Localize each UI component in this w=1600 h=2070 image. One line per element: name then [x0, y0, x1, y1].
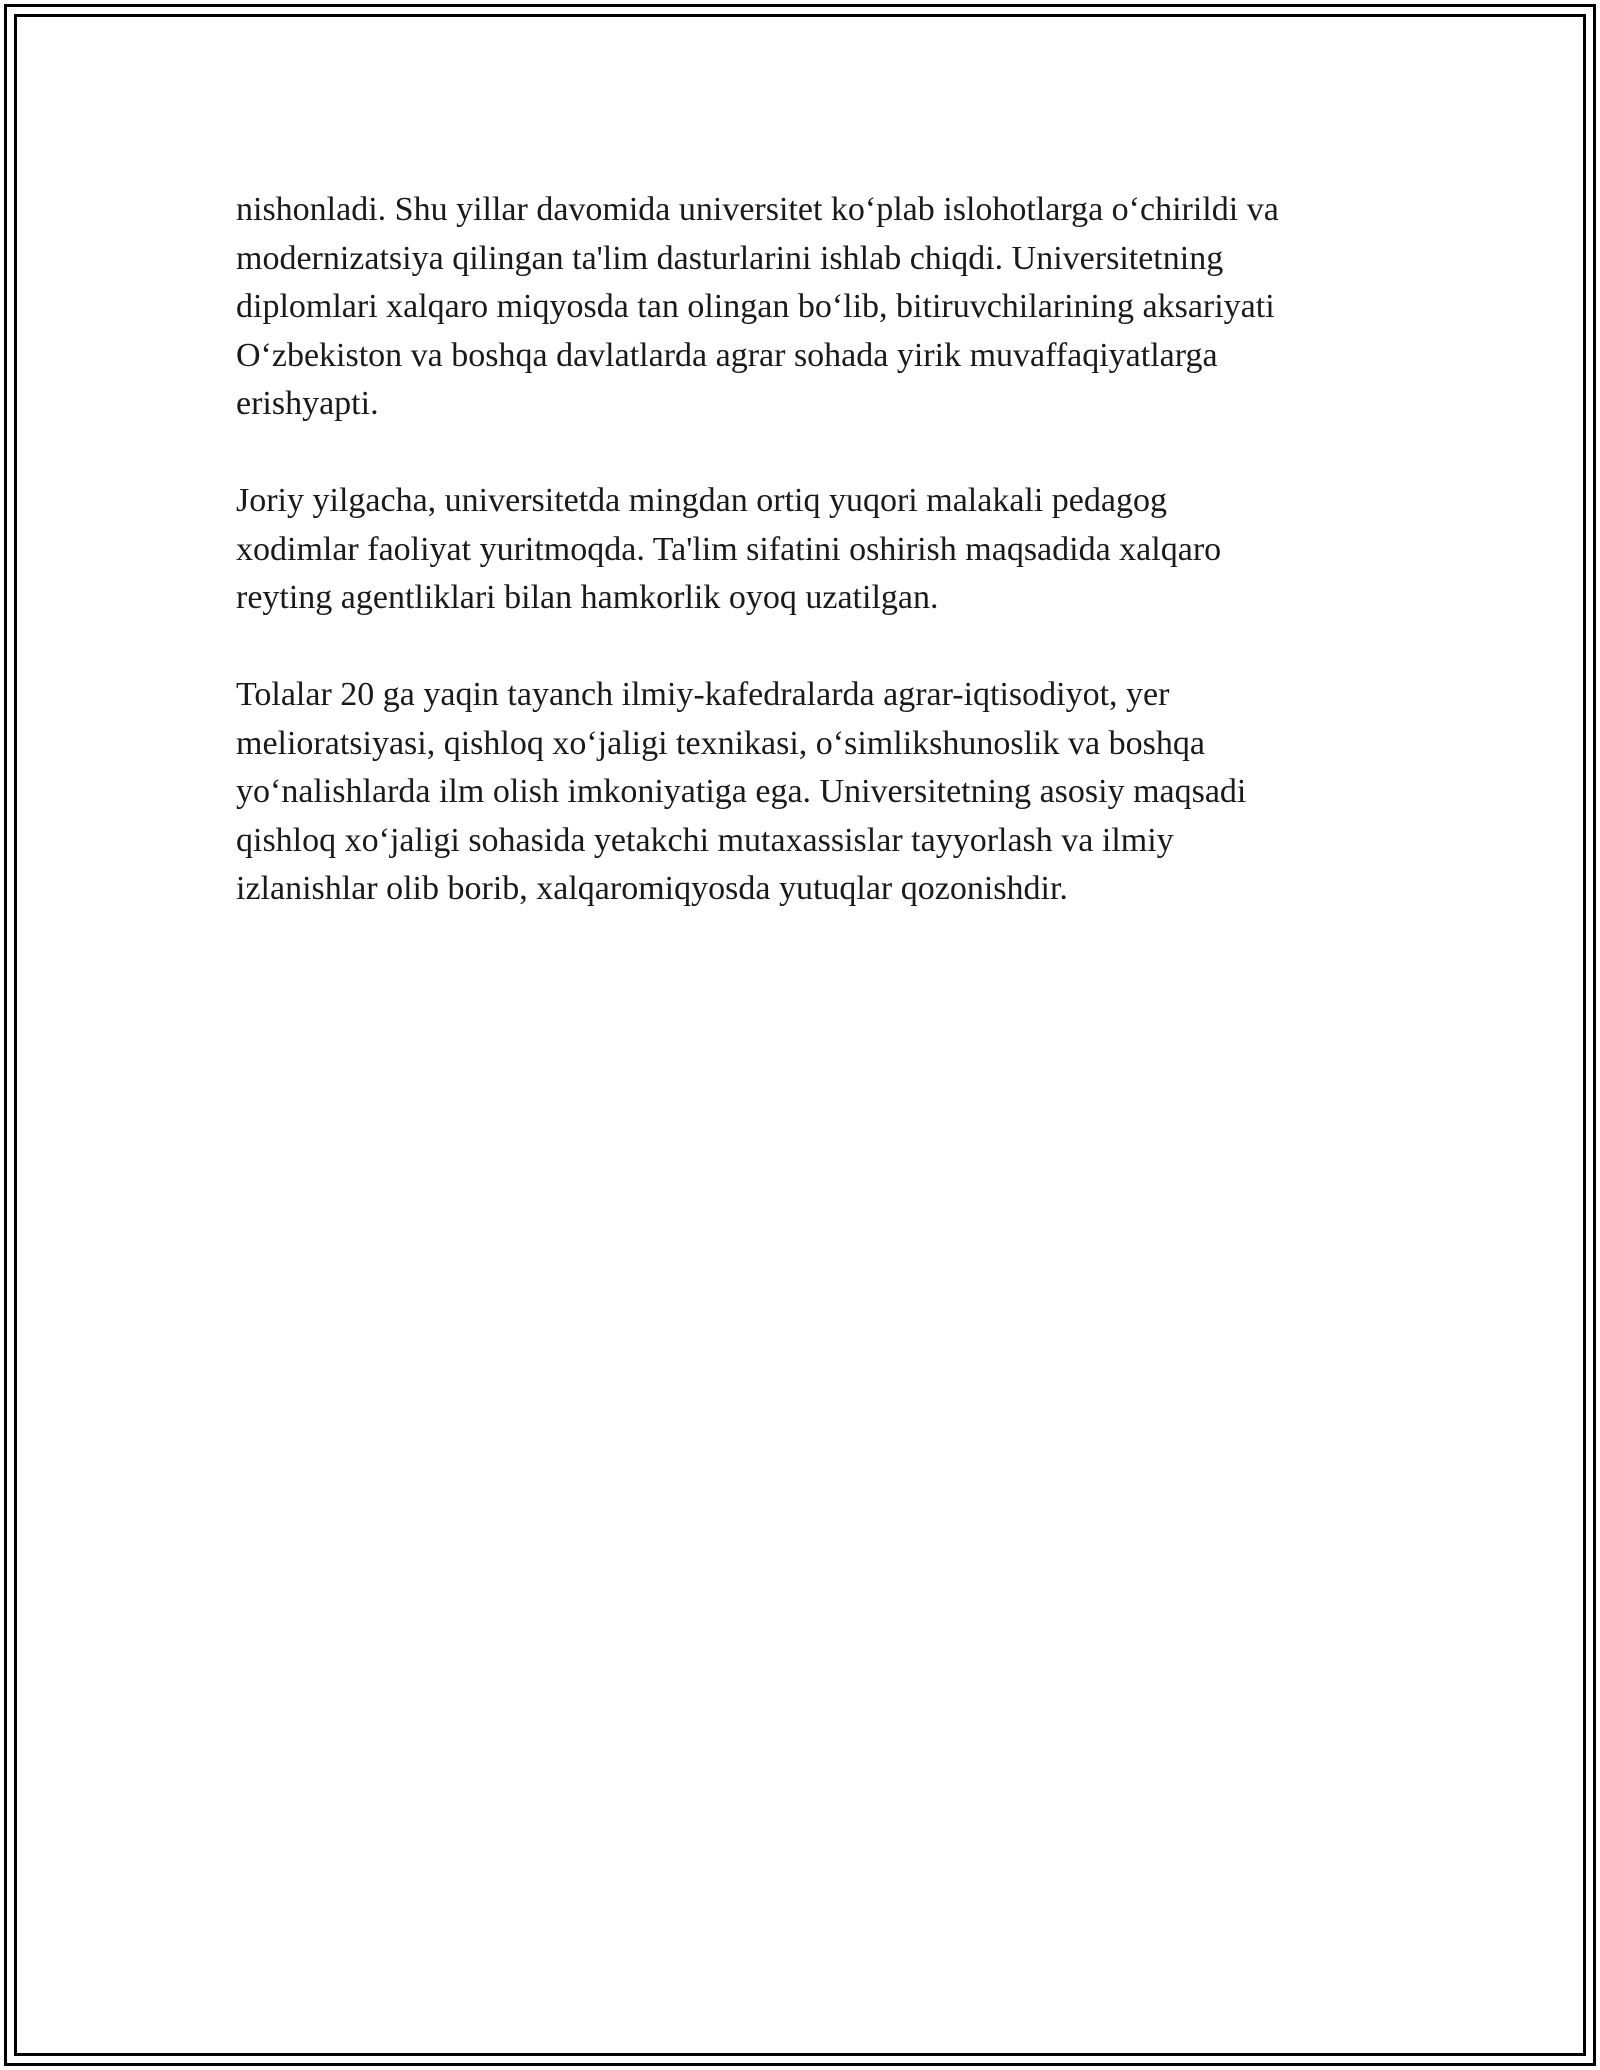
paragraph-3: Tolalar 20 ga yaqin tayanch ilmiy-kafedralarda agrar-iqtisodiyot, yer melioratsiyasi, qishloq xo‘jaligi texnikasi, o‘simlikshunoslik va boshqa yo‘nalishlarda ilm olish imkoniyatiga ega. Universitetning asosiy maqsadi qishloq xo‘jaligi sohasida yetakchi mutaxassislar tayyorlash va ilmiy izlanishlar olib borib, xalqaromiqyosda yutuqlar qozonishdir. [236, 676, 1247, 907]
document-body [236, 186, 1406, 962]
paragraph-1: nishonladi. Shu yillar davomida universitet ko‘plab islohotlarga o‘chirildi va modernizatsiya qilingan ta'lim dasturlarini ishlab chiqdi. Universitetning diplomlari xalqaro miqyosda tan olingan bo‘lib, bitiruvchilarining aksariyati O‘zbekiston va boshqa davlatlarda agrar sohada yirik muvaffaqiyatlarga erishyapti. [236, 191, 1279, 422]
paragraph-2: Joriy yilgacha, universitetda mingdan ortiq yuqori malakali pedagog xodimlar faoliyat yuritmoqda. Ta'lim sifatini oshirish maqsadida xalqaro reyting agentliklari bilan hamkorlik oyoq uzatilgan. [236, 482, 1222, 616]
